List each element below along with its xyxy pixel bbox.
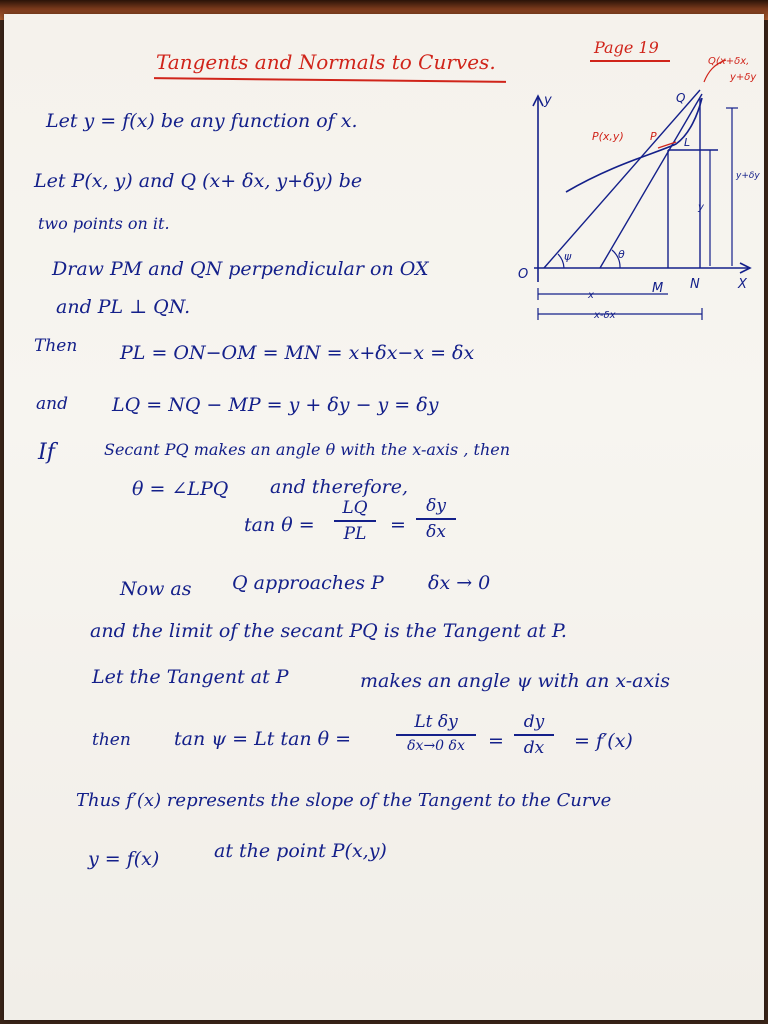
text-line-9: and the limit of the secant PQ is the Tangent at P. [90,620,567,642]
label-y-plus-dy: y+δy [736,171,760,181]
tangent-line [544,90,700,268]
then-label: Then [34,336,78,356]
label-q-coords-2: y+δy [730,72,757,83]
equals-sign-2: = [488,730,504,752]
and-label: and [36,394,68,414]
text-line-7a: θ = ∠LPQ [132,478,229,500]
label-o: O [518,267,529,282]
derivative-result: = f′(x) [574,730,633,752]
label-p-point: P(x,y) [592,130,624,143]
fraction-dy-dx-den: δx [426,522,446,542]
label-x-dx-dim: x-δx [594,310,616,321]
curve [566,98,702,192]
text-line-6: Secant PQ makes an angle θ with the x-axis , then [104,440,511,459]
equals-sign-1: = [390,514,406,536]
label-theta: θ [618,248,625,261]
text-line-8b: Q approaches P [232,572,384,594]
fraction-derivative-num: dy [523,712,545,732]
then-label-2: then [92,730,131,750]
equation-pl: PL = ON−OM = MN = x+δx−x = δx [120,342,475,364]
label-psi: ψ [564,250,572,263]
text-line-4: Draw PM and QN perpendicular on OX [52,258,429,280]
fraction-lq-pl [334,498,376,544]
page-number: Page 19 [594,38,659,57]
label-n: N [690,277,700,292]
text-line-10b: makes an angle ψ with an x-axis [360,670,671,692]
label-q-coords: Q(x+δx, [708,56,750,67]
text-line-8c: δx → 0 [428,572,491,594]
page-title: Tangents and Normals to Curves. [156,50,496,74]
tan-psi-lhs: tan ψ = Lt tan θ = [174,728,352,750]
text-line-12b: at the point P(x,y) [214,840,387,862]
label-y: y [544,93,552,108]
label-p-arrow: P [650,130,657,143]
text-line-7b: and therefore, [270,476,409,498]
fraction-dy-dx [416,496,456,542]
equation-lq: LQ = NQ − MP = y + δy − y = δy [112,394,439,416]
label-l: L [684,136,691,149]
label-m: M [652,281,664,296]
secant-line [600,94,702,268]
label-q: Q [676,91,686,105]
if-label: If [38,440,55,465]
label-y-dim: y [698,202,704,213]
label-x-dim: x [588,290,594,301]
label-x: X [738,277,747,292]
text-line-8a: Now as [120,578,192,600]
text-line-11: Thus f′(x) represents the slope of the Tangent to the Curve [76,790,612,811]
fraction-lq-pl-num: LQ [342,498,368,518]
fraction-limit-den: δx→0 δx [407,738,465,754]
fraction-lq-pl-den: PL [343,524,367,544]
text-line-12a: y = f(x) [88,848,160,870]
text-line-10a: Let the Tangent at P [92,666,289,688]
fraction-dy-dx-num: δy [426,496,446,516]
fraction-limit-num: Lt δy [414,712,458,732]
text-line-2: Let P(x, y) and Q (x+ δx, y+δy) be [34,170,363,192]
fraction-derivative-den: dx [523,738,545,758]
text-line-3: two points on it. [38,214,170,233]
tangent-diagram [504,42,768,334]
fraction-limit [396,712,476,754]
fraction-derivative [514,712,554,758]
tan-theta-lhs: tan θ = [244,514,315,536]
text-line-5: and PL ⊥ QN. [56,296,191,318]
text-line-1: Let y = f(x) be any function of x. [46,110,358,132]
